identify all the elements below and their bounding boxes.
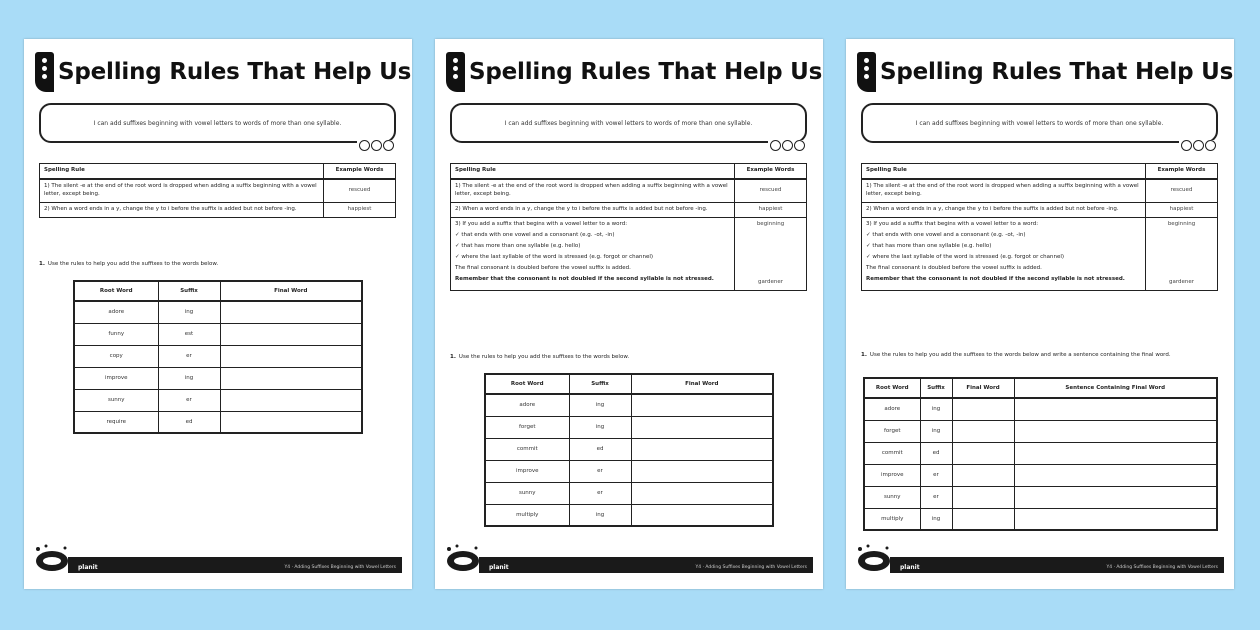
table-row: require ed [74,411,362,433]
rules-header-examples: Example Words [735,164,807,179]
title-badge-icon [35,52,54,92]
suffix-worksheet-table [73,280,363,434]
rules-header-examples: Example Words [1146,164,1218,179]
final-word-cell[interactable] [220,411,362,433]
header-root-word: Root Word [864,378,920,398]
page-title: Spelling Rules That Help Us [58,59,412,85]
rule-2-example: happiest [1146,202,1218,217]
header-final-word: Final Word [952,378,1014,398]
rule-2-example: happiest [324,202,396,217]
final-word-cell[interactable] [631,438,773,460]
rule-2-example: happiest [735,202,807,217]
twinkl-logo-icon [32,543,72,573]
task-instruction: 1. Use the rules to help you add the suffixes to the words below. [450,354,630,360]
rules-header-rule: Spelling Rule [862,164,1146,179]
worksheet-1 [24,39,412,589]
footer-brand: planit [489,564,509,571]
header-root-word: Root Word [485,374,569,394]
twinkl-logo-icon [443,543,483,573]
table-row: multiply ing [485,504,773,526]
footer-brand: planit [78,564,98,571]
final-word-cell[interactable] [952,398,1014,420]
suffix-worksheet-table [484,373,774,527]
sentence-cell[interactable] [1014,464,1217,486]
task-instruction: 1. Use the rules to help you add the suffixes to the words below. [39,261,219,267]
rule-1: 1) The silent -e at the end of the root word is dropped when adding a suffix beginning with a vowel letter, except being. [451,179,735,202]
worksheet-3 [846,39,1234,589]
table-row: sunny er [74,389,362,411]
worksheet-2 [435,39,823,589]
self-assessment-circles[interactable] [357,140,396,151]
footer-info: Y4 · Adding Suffixes Beginning with Vowel Letters [1106,565,1218,570]
learning-objective: I can add suffixes beginning with vowel letters to words of more than one syllable. [450,103,807,143]
table-row: forget ing [485,416,773,438]
table-row: improve er [485,460,773,482]
table-row: multiply ing [864,508,1217,530]
footer [854,543,1224,573]
table-row: forget ing [864,420,1217,442]
final-word-cell[interactable] [631,416,773,438]
sentence-cell[interactable] [1014,420,1217,442]
sentence-cell[interactable] [1014,486,1217,508]
rule-2: 2) When a word ends in a y, change the y to i before the suffix is added but not before -ing. [40,202,324,217]
header-root-word: Root Word [74,281,158,301]
self-assessment-circles[interactable] [1179,140,1218,151]
rule-1-example: rescued [324,179,396,202]
self-assessment-circles[interactable] [768,140,807,151]
rules-header-examples: Example Words [324,164,396,179]
footer [32,543,402,573]
table-row: improve ing [74,367,362,389]
page-title: Spelling Rules That Help Us [880,59,1234,85]
spelling-rules-table [861,163,1218,291]
table-row: improve er [864,464,1217,486]
final-word-cell[interactable] [952,420,1014,442]
learning-objective: I can add suffixes beginning with vowel letters to words of more than one syllable. [39,103,396,143]
table-row: sunny er [864,486,1217,508]
spelling-rules-table [450,163,807,291]
header-suffix: Suffix [920,378,952,398]
rule-3-examples: beginning gardener [735,217,807,290]
final-word-cell[interactable] [220,367,362,389]
sentence-cell[interactable] [1014,398,1217,420]
header-sentence: Sentence Containing Final Word [1014,378,1217,398]
header-final-word: Final Word [631,374,773,394]
final-word-cell[interactable] [952,442,1014,464]
header-suffix: Suffix [158,281,220,301]
rule-1: 1) The silent -e at the end of the root word is dropped when adding a suffix beginning with a vowel letter, except being. [862,179,1146,202]
footer-brand: planit [900,564,920,571]
table-row: adore ing [74,301,362,323]
rule-2: 2) When a word ends in a y, change the y to i before the suffix is added but not before -ing. [451,202,735,217]
final-word-cell[interactable] [220,345,362,367]
final-word-cell[interactable] [631,482,773,504]
rule-1-example: rescued [1146,179,1218,202]
final-word-cell[interactable] [631,460,773,482]
title-badge-icon [857,52,876,92]
table-row: adore ing [485,394,773,416]
twinkl-logo-icon [854,543,894,573]
task-instruction: 1. Use the rules to help you add the suffixes to the words below and write a sentence containing the final word. [861,352,1171,358]
sentence-cell[interactable] [1014,442,1217,464]
title-badge-icon [446,52,465,92]
rule-3: 3) If you add a suffix that begins with a vowel letter to a word: ✓ that ends with one vowel and a consonant (e.g. -ot, -in) ✓ that has more than one syllable (e.g. hello) ✓ where the last syllable of the word is stressed (e.g. forgot or channel) The final consonant is doubled before the vowel suffix is added. Remember that the consonant is not doubled if the second syllable is not stressed. [862,217,1146,290]
footer [443,543,813,573]
rule-1-example: rescued [735,179,807,202]
rules-header-rule: Spelling Rule [451,164,735,179]
rule-3: 3) If you add a suffix that begins with a vowel letter to a word: ✓ that ends with one vowel and a consonant (e.g. -ot, -in) ✓ that has more than one syllable (e.g. hello) ✓ where the last syllable of the word is stressed (e.g. forgot or channel) The final consonant is doubled before the vowel suffix is added. Remember that the consonant is not doubled if the second syllable is not stressed. [451,217,735,290]
final-word-cell[interactable] [220,323,362,345]
final-word-cell[interactable] [952,486,1014,508]
table-row: commit ed [864,442,1217,464]
table-row: funny est [74,323,362,345]
final-word-cell[interactable] [952,508,1014,530]
learning-objective: I can add suffixes beginning with vowel letters to words of more than one syllable. [861,103,1218,143]
sentence-cell[interactable] [1014,508,1217,530]
suffix-sentence-table [863,377,1218,531]
table-row: copy er [74,345,362,367]
page-title: Spelling Rules That Help Us [469,59,823,85]
rule-2: 2) When a word ends in a y, change the y to i before the suffix is added but not before -ing. [862,202,1146,217]
table-row: adore ing [864,398,1217,420]
final-word-cell[interactable] [220,389,362,411]
rule-1: 1) The silent -e at the end of the root word is dropped when adding a suffix beginning with a vowel letter, except being. [40,179,324,202]
final-word-cell[interactable] [631,394,773,416]
rule-3-examples: beginning gardener [1146,217,1218,290]
footer-info: Y4 · Adding Suffixes Beginning with Vowel Letters [284,565,396,570]
table-row: sunny er [485,482,773,504]
final-word-cell[interactable] [631,504,773,526]
header-final-word: Final Word [220,281,362,301]
table-row: commit ed [485,438,773,460]
footer-info: Y4 · Adding Suffixes Beginning with Vowel Letters [695,565,807,570]
rules-header-rule: Spelling Rule [40,164,324,179]
final-word-cell[interactable] [952,464,1014,486]
final-word-cell[interactable] [220,301,362,323]
spelling-rules-table [39,163,396,218]
header-suffix: Suffix [569,374,631,394]
